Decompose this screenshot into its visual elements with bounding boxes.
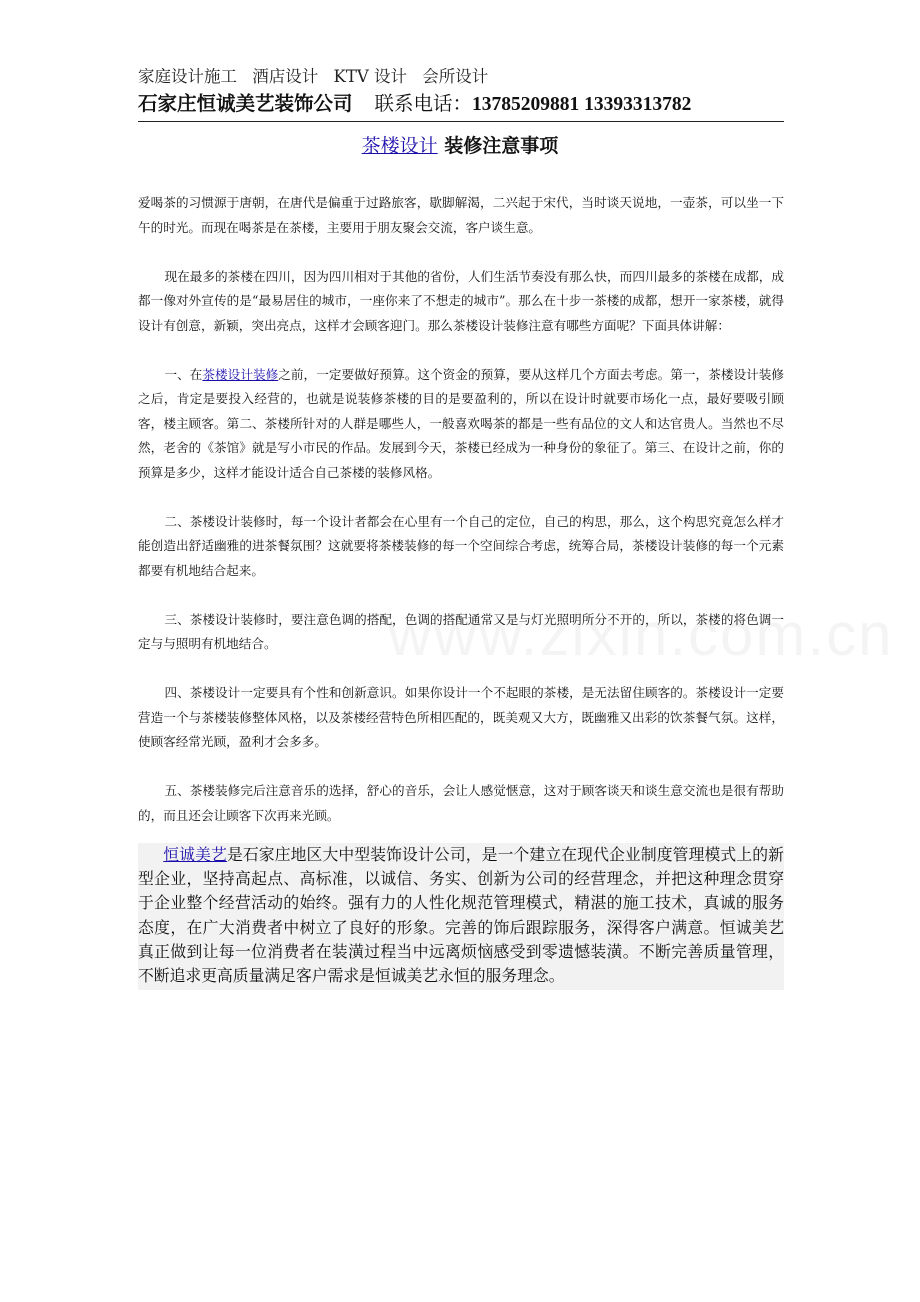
company-intro-paragraph bbox=[138, 843, 784, 988]
title-link[interactable]: 茶楼设计 bbox=[361, 135, 438, 157]
paragraph-point-3: 三、茶楼设计装修时，要注意色调的搭配，色调的搭配通常又是与灯光照明所分不开的，所以，茶楼的将色调一定与与照明有机地结合。 bbox=[138, 611, 784, 651]
teahouse-design-link[interactable]: 茶楼设计装修 bbox=[202, 366, 279, 382]
service-home-design: 家庭设计施工 bbox=[138, 67, 237, 86]
title-rest: 装修注意事项 bbox=[437, 135, 559, 157]
page-title bbox=[0, 132, 920, 160]
services-line bbox=[138, 66, 784, 88]
paragraph-point-1-start: 一、在 bbox=[164, 366, 203, 382]
company-link[interactable]: 恒诚美艺 bbox=[163, 845, 227, 864]
paragraph-sichuan: 现在最多的茶楼在四川，因为四川相对于其他的省份，人们生活节奏没有那么快，而四川最多的茶楼在成都，成都一像对外宣传的是“最易居住的城市，一座你来了不想走的城市”。那么在十步一茶楼的成都，想开一家茶楼，就得设计有创意，新颖，突出亮点，这样才会顾客迎门。那么茶楼设计装修注意有哪些方面呢？下面具体讲解： bbox=[138, 268, 784, 333]
paragraph-point-2: 二、茶楼设计装修时，每一个设计者都会在心里有一个自己的定位，自己的构思，那么，这个构思究竟怎么样才能创造出舒适幽雅的进茶餐氛围？这就要将茶楼装修的每一个空间综合考虑，统筹合局，茶楼设计装修的每一个元素都要有机地结合起来。 bbox=[138, 513, 784, 578]
paragraph-point-4: 四、茶楼设计一定要具有个性和创新意识。如果你设计一个不起眼的茶楼，是无法留住顾客的。茶楼设计一定要营造一个与茶楼装修整体风格，以及茶楼经营特色所相匹配的，既美观又大方，既幽雅又出彩的饮茶餐气氛。这样，使顾客经常光顾，盈利才会多多。 bbox=[138, 685, 784, 749]
service-hotel-design: 酒店设计 bbox=[252, 67, 319, 86]
service-ktv-design: KTV 设计 bbox=[333, 67, 407, 86]
header-divider bbox=[138, 121, 784, 122]
contact-label: 联系电话： bbox=[374, 92, 473, 115]
article-body bbox=[138, 191, 784, 828]
service-club-design: 会所设计 bbox=[422, 67, 489, 86]
paragraph-point-1-rest: 之前，一定要做好预算。这个资金的预算，要从这样几个方面去考虑。第一，茶楼设计装修之后，肯定是要投入经营的，也就是说装修茶楼的目的是要盈利的，所以在设计时就要市场化一点，最好要吸引顾客，楼主顾客。第二、茶楼所针对的人群是哪些人，一般喜欢喝茶的都是一些有品位的文人和达官贵人。当然也不尽然，老舍的《茶馆》就是写小市民的作品。发展到今天，茶楼已经成为一种身份的象征了。第三、在设计之前，你的预算是多少，这样才能设计适合自己茶楼的装修风格。 bbox=[138, 366, 785, 480]
page-header bbox=[138, 66, 784, 118]
company-intro-block bbox=[138, 843, 784, 990]
phone-numbers: 13785209881 13393313782 bbox=[472, 94, 692, 115]
paragraph-intro: 爱喝茶的习惯源于唐朝，在唐代是偏重于过路旅客，歇脚解渴，二兴起于宋代，当时谈天说地，一壶茶，可以坐一下午的时光。而现在喝茶是在茶楼，主要用于朋友聚会交流，客户谈生意。 bbox=[138, 195, 784, 235]
paragraph-point-5: 五、茶楼装修完后注意音乐的选择，舒心的音乐，会让人感觉惬意，这对于顾客谈天和谈生意交流也是很有帮助的，而且还会让顾客下次再来光顾。 bbox=[138, 783, 784, 823]
company-intro-text: 是石家庄地区大中型装饰设计公司，是一个建立在现代企业制度管理模式上的新型企业，坚持高起点、高标准，以诚信、务实、创新为公司的经营理念，并把这种理念贯穿于企业整个经营活动的始终。强有力的人性化规范管理模式，精湛的施工技术，真诚的服务态度，在广大消费者中树立了良好的形象。完善的饰后跟踪服务，深得客户满意。恒诚美艺真正做到让每一位消费者在装潢过程当中远离烦恼感受到零遗憾装潢。不断完善质量管理，不断追求更高质量满足客户需求是恒诚美艺永恒的服务理念。 bbox=[138, 845, 784, 986]
paragraph-point-1 bbox=[138, 363, 784, 486]
company-name: 石家庄恒诚美艺装饰公司 bbox=[138, 92, 353, 115]
company-line bbox=[138, 91, 784, 118]
